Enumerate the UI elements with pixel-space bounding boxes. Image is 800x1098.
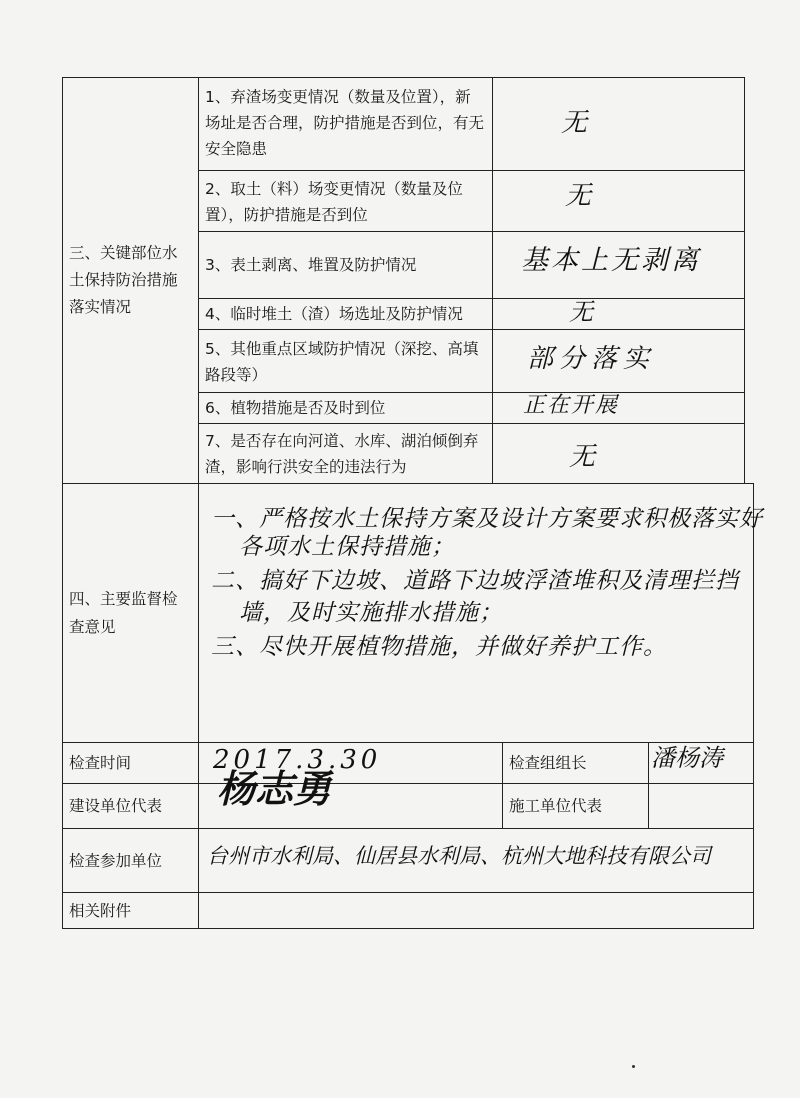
answer-cell-4: [492, 298, 745, 330]
team-leader-label-cell: [502, 742, 649, 784]
answer-cell-5: [492, 329, 745, 393]
question-cell-6: [198, 392, 493, 424]
attachments-value-cell: [198, 892, 754, 929]
inspection-time-label-cell: [62, 742, 199, 784]
section4-label-cell: [62, 483, 199, 743]
builder-rep-signature: 杨志勇: [217, 766, 332, 811]
builder-rep-value-cell: [198, 766, 503, 829]
attachments-label-cell: [62, 892, 199, 929]
question-cell-5: [198, 329, 493, 393]
answer-handwriting: 无: [561, 108, 588, 138]
builder-rep-label: 建设单位代表: [69, 797, 163, 815]
question-text: 4、临时堆土（渣）场选址及防护情况: [205, 305, 463, 323]
answer-handwriting: 无: [565, 181, 592, 211]
opinion-line-3: 二、搞好下边坡、道路下边坡浮渣堆积及清理拦挡: [211, 568, 739, 594]
answer-handwriting: 部分落实: [527, 344, 656, 374]
answer-handwriting: 无: [569, 298, 593, 326]
participants-value-cell: [198, 828, 754, 893]
construction-rep-label: 施工单位代表: [509, 797, 603, 815]
question-text: 6、植物措施是否及时到位: [205, 399, 386, 417]
attachments-label: 相关附件: [69, 901, 132, 920]
answer-cell-3: [492, 231, 745, 299]
participants-label: 检查参加单位: [69, 851, 163, 870]
section3-label-cell: [62, 77, 199, 484]
section4-opinions-cell: [198, 483, 763, 743]
answer-cell-1: [492, 77, 745, 171]
question-text: 3、表土剥离、堆置及防护情况: [205, 256, 417, 274]
opinion-line-5: 三、尽快开展植物措施，并做好养护工作。: [211, 634, 667, 660]
question-text: 2、取土（料）场变更情况（数量及位置），防护措施是否到位: [205, 180, 463, 224]
construction-rep-label-cell: [502, 783, 649, 829]
answer-cell-2: [492, 170, 745, 232]
builder-rep-label-cell: [62, 783, 199, 829]
participants-label-cell: [62, 828, 199, 893]
scan-speck: [632, 1065, 635, 1068]
section3-label: 三、关键部位水土保持防治措施落实情况: [69, 244, 178, 316]
team-leader-label: 检查组组长: [509, 754, 587, 772]
opinion-line-4: 墙，及时实施排水措施；: [239, 600, 503, 626]
answer-handwriting: 正在开展: [523, 393, 620, 418]
question-cell-3: [198, 231, 493, 299]
inspection-form: [62, 77, 763, 929]
participants-handwriting: 台州市水利局、仙居县水利局、杭州大地科技有限公司: [207, 844, 711, 868]
inspection-time-value: 2017.3.30: [213, 745, 382, 775]
section4-label: 四、主要监督检查意见: [69, 590, 178, 636]
answer-handwriting: 无: [569, 442, 596, 472]
answer-cell-6: [492, 392, 745, 424]
opinion-line-1: 一、严格按水土保持方案及设计方案要求积极落实好: [211, 506, 763, 532]
question-cell-4: [198, 298, 493, 330]
question-text: 1、弃渣场变更情况（数量及位置），新场址是否合理，防护措施是否到位，有无安全隐患: [205, 88, 485, 158]
question-text: 5、其他重点区域防护情况（深挖、高填路段等）: [205, 340, 479, 384]
question-text: 7、是否存在向河道、水库、湖泊倾倒弃渣，影响行洪安全的违法行为: [205, 432, 479, 476]
answer-handwriting: 基本上无剥离: [521, 245, 701, 276]
team-leader-value-cell: [648, 742, 754, 784]
question-cell-7: [198, 423, 493, 484]
question-cell-1: [198, 77, 493, 171]
opinion-line-2: 各项水土保持措施；: [239, 534, 455, 560]
answer-cell-7: [492, 423, 745, 484]
team-leader-signature: 潘杨涛: [651, 744, 723, 772]
construction-rep-value-cell: [648, 783, 754, 829]
question-cell-2: [198, 170, 493, 232]
inspection-time-label: 检查时间: [69, 754, 132, 772]
